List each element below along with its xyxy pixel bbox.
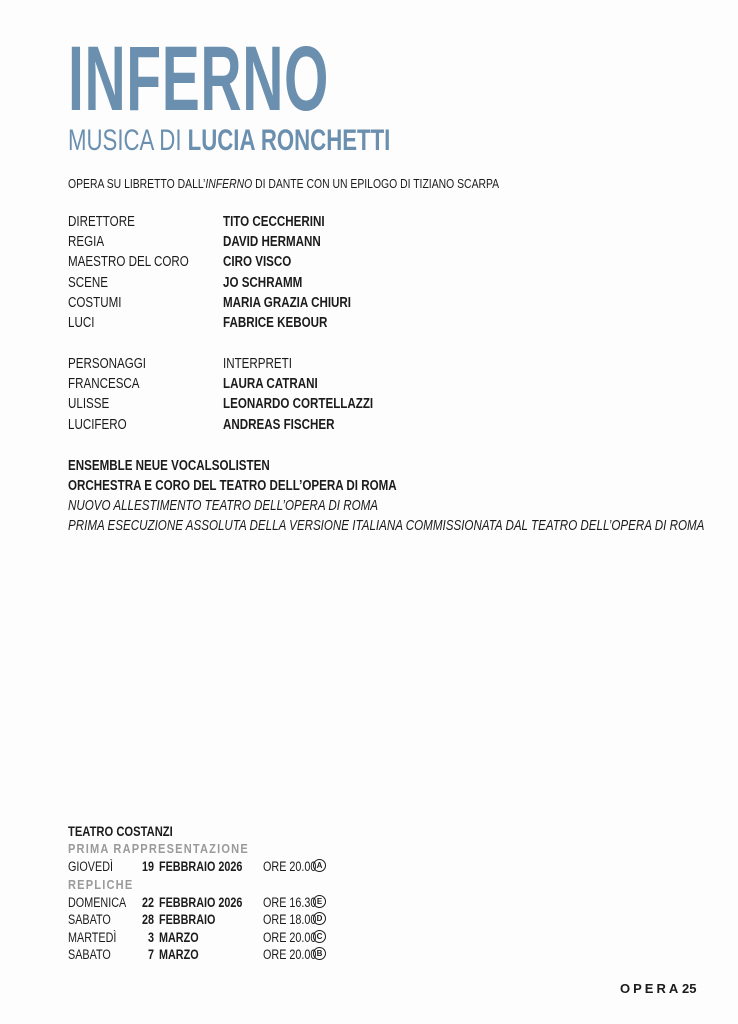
subscription-badge: D (313, 912, 326, 925)
cast-name: LEONARDO CORTELLAZZI (223, 396, 374, 413)
performance-row (68, 894, 323, 912)
premiere-line: PRIMA ESECUZIONE ASSOLUTA DELLA VERSIONE ITALIANA COMMISSIONATA DAL TEATRO DELL’OPERA DI ROMA (68, 518, 705, 534)
page-number: 25 (682, 981, 697, 996)
performance-row (68, 858, 323, 876)
cast-name: ANDREAS FISCHER (223, 416, 335, 433)
perf-date: 3 (147, 929, 154, 945)
credit-name: DAVID HERMANN (223, 234, 321, 251)
perf-month: FEBBRAIO 2026 (159, 894, 243, 910)
credit-role: COSTUMI (68, 294, 122, 311)
credit-name: JO SCHRAMM (223, 274, 303, 291)
credit-role: MAESTRO DEL CORO (68, 254, 189, 271)
cast-header-role: PERSONAGGI (68, 356, 146, 372)
credit-role: REGIA (68, 234, 105, 251)
perf-day: SABATO (68, 912, 111, 927)
credit-name: MARIA GRAZIA CHIURI (223, 294, 352, 311)
venue-name: TEATRO COSTANZI (68, 823, 173, 839)
subtitle-prefix: MUSICA DI (68, 124, 182, 157)
perf-time: ORE 16.30 (263, 894, 317, 910)
perf-month: FEBBRAIO 2026 (159, 859, 243, 874)
repeats-label: REPLICHE (68, 876, 134, 892)
page-title: INFERNO (68, 28, 330, 130)
production-line: NUOVO ALLESTIMENTO TEATRO DELL’OPERA DI ROMA (68, 498, 379, 514)
libretto-italic: INFERNO (205, 176, 253, 191)
section-name: OPERA (620, 981, 682, 996)
subscription-badge: A (313, 859, 326, 872)
perf-day: GIOVEDÌ (68, 859, 114, 874)
cast-header-name: INTERPRETI (223, 356, 292, 372)
perf-day: MARTEDÌ (68, 929, 117, 945)
subscription-badge: B (313, 947, 326, 960)
cast-role: FRANCESCA (68, 376, 140, 393)
perf-day: SABATO (68, 947, 111, 962)
production-notes (68, 456, 738, 536)
subscription-badge: C (313, 930, 326, 943)
cast-name: LAURA CATRANI (223, 376, 318, 393)
page-footer (620, 981, 697, 996)
cast-role: LUCIFERO (68, 416, 127, 433)
perf-month: MARZO (159, 947, 199, 962)
performance-row (68, 929, 323, 947)
orchestra-line: ORCHESTRA E CORO DEL TEATRO DELL’OPERA DI ROMA (68, 478, 397, 494)
schedule (68, 822, 323, 964)
perf-date: 22 (141, 894, 154, 910)
credit-name: FABRICE KEBOUR (223, 314, 328, 331)
perf-time: ORE 20.00 (263, 859, 317, 874)
perf-date: 19 (141, 859, 154, 874)
first-performance-label: PRIMA RAPPRESENTAZIONE (68, 841, 249, 856)
subscription-badge: E (313, 895, 326, 908)
perf-day: DOMENICA (68, 894, 127, 910)
perf-date: 28 (141, 912, 154, 927)
performance-row (68, 946, 323, 964)
composer-line (68, 124, 390, 158)
perf-time: ORE 20.00 (263, 929, 317, 945)
libretto-note (68, 176, 499, 192)
ensemble-line: ENSEMBLE NEUE VOCALSOLISTEN (68, 458, 270, 474)
credit-role: DIRETTORE (68, 214, 135, 230)
perf-month: FEBBRAIO (159, 912, 216, 927)
libretto-after: DI DANTE CON UN EPILOGO DI TIZIANO SCARPA (252, 176, 500, 191)
performance-row (68, 911, 323, 929)
credit-role: SCENE (68, 274, 108, 291)
perf-time: ORE 18.00 (263, 912, 317, 927)
credit-name: TITO CECCHERINI (223, 214, 325, 230)
credit-name: CIRO VISCO (223, 254, 292, 271)
perf-month: MARZO (159, 929, 199, 945)
perf-date: 7 (147, 947, 154, 962)
perf-time: ORE 20.00 (263, 947, 317, 962)
credit-role: LUCI (68, 314, 95, 331)
composer-name: LUCIA RONCHETTI (187, 124, 391, 157)
libretto-before: OPERA SU LIBRETTO DALL’ (68, 176, 206, 191)
cast-role: ULISSE (68, 396, 110, 413)
